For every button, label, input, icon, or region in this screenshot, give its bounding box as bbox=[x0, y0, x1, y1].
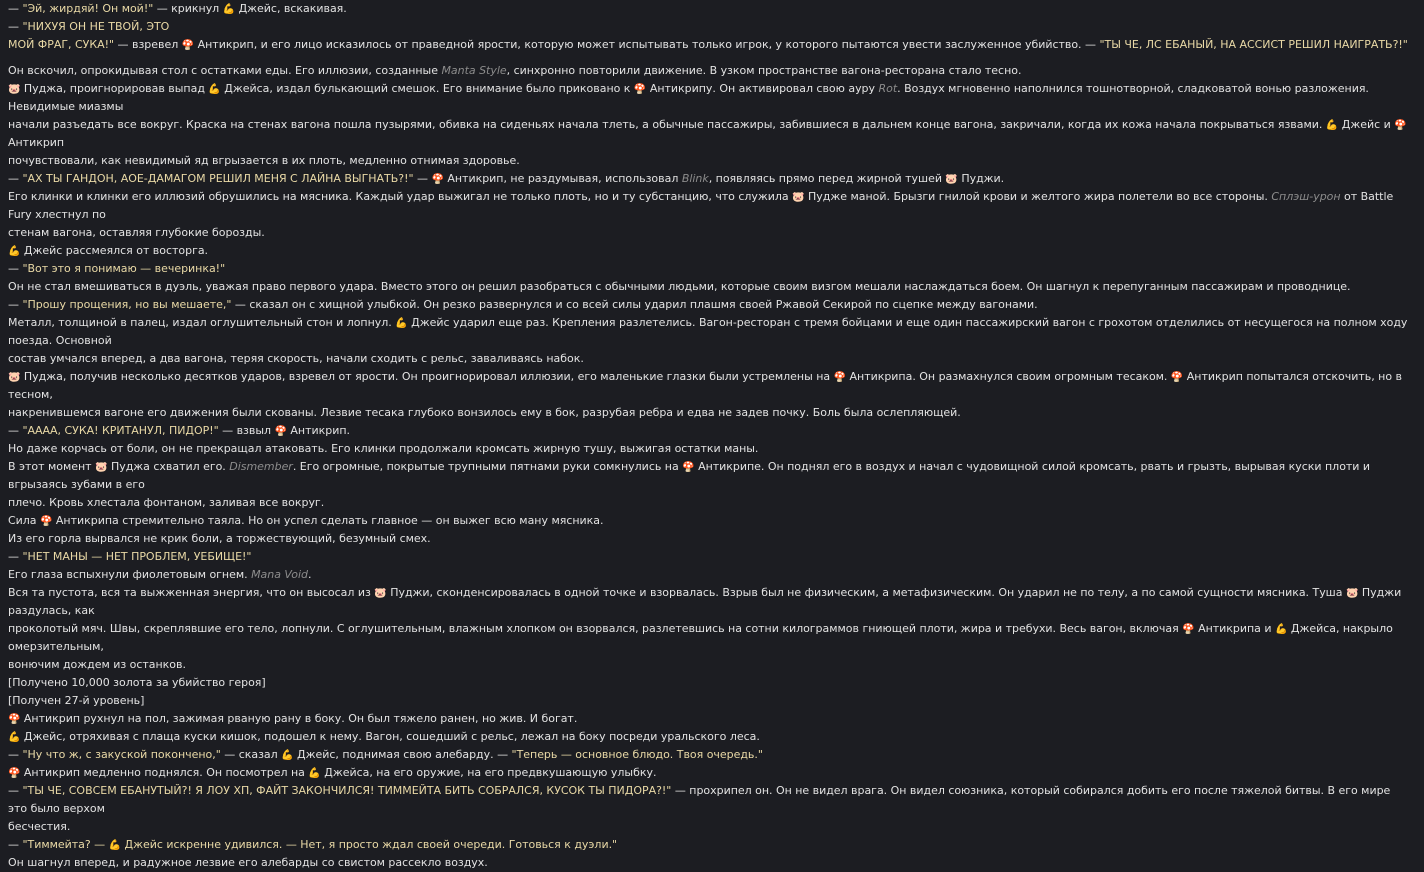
text-line bbox=[8, 80, 1412, 116]
flexed-biceps-icon: 💪 bbox=[1274, 624, 1288, 635]
narration-text: Пуджа, проигнорировав выпад bbox=[20, 82, 209, 95]
quote-text: "Ну что ж, с закуской покончено," bbox=[22, 748, 221, 761]
narration-text: Он не стал вмешиваться в дуэль, уважая право первого удара. Вместо этого он решил разобраться с обычными людьми, которые своим визгом мешали наслаждаться боем. Он шагнул к перепуганным пассажирам и проводнице. bbox=[8, 280, 1351, 293]
narration-text: Джейс и bbox=[1338, 118, 1395, 131]
narration-text: Сила bbox=[8, 514, 40, 527]
narration-text: — взревел bbox=[114, 38, 182, 51]
narration-text: Из его горла вырвался не крик боли, а торжествующий, безумный смех. bbox=[8, 532, 431, 545]
narration-text: — bbox=[8, 424, 23, 437]
narration-text: Антикрип, и его лицо исказилось от праведной ярости, которую может испытывать только игрок, у которого пытаются увести заслуженное убийство. — bbox=[194, 38, 1100, 51]
mushroom-icon: 🍄 bbox=[181, 40, 195, 51]
narration-text: Металл, толщиной в палец, издал оглушительный стон и лопнул. bbox=[8, 316, 396, 329]
mushroom-icon: 🍄 bbox=[8, 714, 21, 725]
text-line bbox=[8, 314, 1412, 350]
narration-text: — bbox=[8, 784, 23, 797]
text-line bbox=[8, 260, 1412, 278]
text-line bbox=[8, 62, 1412, 80]
narration-text: Джейса, издал булькающий смешок. Его внимание было приковано к bbox=[220, 82, 634, 95]
narration-text: Его клинки и клинки его иллюзий обрушились на мясника. Каждый удар выжигал не только плоть, но и ту субстанцию, что служила bbox=[8, 190, 793, 203]
text-line bbox=[8, 854, 1412, 872]
narration-text: Пуджи, сконденсировалась в одной точке и взорвалась. Взрыв был не физическим, а метафизическим. Он ударил не по телу, а по самой сущности мясника. Туша bbox=[386, 586, 1346, 599]
narration-text: Пуджа, получив несколько десятков ударов, взревел от ярости. Он проигнорировал иллюзии, его маленькие глазки были устремлены на bbox=[20, 370, 834, 383]
text-line bbox=[8, 818, 1412, 836]
narration-text: В этот момент bbox=[8, 460, 96, 473]
text-line bbox=[8, 494, 1412, 512]
text-line bbox=[8, 782, 1412, 818]
text-line bbox=[8, 278, 1412, 296]
text-line bbox=[8, 728, 1412, 746]
narration-text: Джейс, отряхивая с плаща куски кишок, подошел к нему. Вагон, сошедший с рельс, лежал на боку посреди уральского леса. bbox=[20, 730, 760, 743]
narration-text: — bbox=[8, 172, 23, 185]
narration-text: — bbox=[8, 748, 23, 761]
quote-text: "НИХУЯ ОН НЕ ТВОЙ, ЭТО bbox=[22, 20, 170, 33]
narration-text: — bbox=[8, 20, 23, 33]
quote-text: Джейс искренне удивился. — Нет, я просто ждал своей очереди. Готовься к дуэли." bbox=[121, 838, 618, 851]
text-line bbox=[8, 710, 1412, 728]
narration-text: — bbox=[8, 2, 23, 15]
quote-text: "Вот это я понимаю — вечеринка!" bbox=[22, 262, 226, 275]
narration-text: Джейс рассмеялся от восторга. bbox=[20, 244, 209, 257]
narration-text: Антикрип попытался отскочить, но в тесном, bbox=[8, 370, 1402, 401]
narration-text: — bbox=[8, 838, 23, 851]
pig-icon: 🐷 bbox=[8, 84, 21, 95]
narration-text: Пуджи. bbox=[957, 172, 1005, 185]
text-line bbox=[8, 440, 1412, 458]
narration-text: Антикрип bbox=[8, 136, 65, 149]
narration-text: — взвыл bbox=[218, 424, 275, 437]
mushroom-icon: 🍄 bbox=[1170, 372, 1184, 383]
narration-text: вонючим дождем из останков. bbox=[8, 658, 186, 671]
narration-text: — сказал bbox=[220, 748, 282, 761]
text-line bbox=[8, 530, 1412, 548]
flexed-biceps-icon: 💪 bbox=[8, 732, 21, 743]
narration-text: — bbox=[413, 172, 432, 185]
text-line bbox=[8, 422, 1412, 440]
narration-text: — прохрипел он. Он не видел врага. Он видел союзника, который собирался добить его после тяжелой битвы. В его мире это было верхом bbox=[8, 784, 1391, 815]
quote-text: "Тиммейта? — bbox=[22, 838, 109, 851]
text-line bbox=[8, 404, 1412, 422]
text-line bbox=[8, 36, 1412, 54]
pig-icon: 🐷 bbox=[1345, 588, 1359, 599]
narration-text: Джейс, вскакивая. bbox=[235, 2, 347, 15]
mushroom-icon: 🍄 bbox=[431, 174, 444, 185]
paragraph-gap bbox=[8, 54, 1412, 62]
quote-text: МОЙ ФРАГ, СУКА!" bbox=[8, 38, 115, 51]
mushroom-icon: 🍄 bbox=[40, 516, 53, 527]
narration-text: Джейса, на его оружие, на его предвкушающую улыбку. bbox=[320, 766, 657, 779]
quote-text: "АААА, СУКА! КРИТАНУЛ, ПИДОР!" bbox=[22, 424, 219, 437]
narration-text: — сказал он с хищной улыбкой. Он резко развернулся и со всей силы ударил плашмя своей Ржавой Секирой по сцепке между вагонами. bbox=[231, 298, 1038, 311]
pig-icon: 🐷 bbox=[792, 192, 805, 203]
flexed-biceps-icon: 💪 bbox=[1325, 120, 1339, 131]
narration-text: . bbox=[308, 568, 312, 581]
quote-text: "АХ ТЫ ГАНДОН, АОЕ-ДАМАГОМ РЕШИЛ МЕНЯ С ЛАЙНА ВЫГНАТЬ?!" bbox=[22, 172, 414, 185]
text-line bbox=[8, 512, 1412, 530]
pig-icon: 🐷 bbox=[95, 462, 108, 473]
narration-text: — bbox=[8, 262, 23, 275]
narration-text: Антикрип. bbox=[286, 424, 350, 437]
mushroom-icon: 🍄 bbox=[1394, 120, 1407, 131]
narration-text: Джейс ударил еще раз. Крепления разлетелись. Вагон-ресторан с тремя бойцами и еще один пассажирский вагон с грохотом отделились от несущегося на полном ходу поезда. Основной bbox=[8, 316, 1408, 347]
narration-text: Джейса, накрыло омерзительным, bbox=[8, 622, 1393, 653]
narration-text: Антикрипу. Он активировал свою ауру bbox=[646, 82, 879, 95]
narration-text: Антикрипа. Он размахнулся своим огромным тесаком. bbox=[846, 370, 1171, 383]
quote-text: "НЕТ МАНЫ — НЕТ ПРОБЛЕМ, УЕБИЩЕ!" bbox=[22, 550, 252, 563]
narration-text: плечо. Кровь хлестала фонтаном, заливая все вокруг. bbox=[8, 496, 325, 509]
mushroom-icon: 🍄 bbox=[682, 462, 695, 473]
narration-text: — крикнул bbox=[153, 2, 223, 15]
text-line bbox=[8, 836, 1412, 854]
text-line bbox=[8, 656, 1412, 674]
narration-text: начали разъедать все вокруг. Краска на стенах вагона пошла пузырями, обивка на сиденьях начала тлеть, а обычные пассажиры, забившиеся в дальнем конце вагона, закричали, когда их кожа начала покрываться язвами. bbox=[8, 118, 1326, 131]
narration-text: Антикрипе. Он поднял его в воздух и начал с чудовищной силой кромсать, рвать и грызть, вырывая куски плоти и вгрызаясь зубами в его bbox=[8, 460, 1371, 491]
text-line bbox=[8, 350, 1412, 368]
flexed-biceps-icon: 💪 bbox=[108, 840, 122, 851]
text-line bbox=[8, 152, 1412, 170]
text-line bbox=[8, 764, 1412, 782]
text-line bbox=[8, 584, 1412, 620]
narration-text: стенам вагона, оставляя глубокие борозды. bbox=[8, 226, 265, 239]
narration-text: . Воздух мгновенно наполнился тошнотворной, сладковатой вонью разложения. Невидимые миазмы bbox=[8, 82, 1369, 113]
text-line bbox=[8, 224, 1412, 242]
narration-text: бесчестия. bbox=[8, 820, 71, 833]
text-line bbox=[8, 170, 1412, 188]
mushroom-icon: 🍄 bbox=[1182, 624, 1195, 635]
flexed-biceps-icon: 💪 bbox=[308, 768, 321, 779]
narration-text: Антикрип рухнул на пол, зажимая рваную рану в боку. Он был тяжело ранен, но жив. И богат. bbox=[20, 712, 578, 725]
flexed-biceps-icon: 💪 bbox=[8, 246, 21, 257]
narration-text: Антикрипа и bbox=[1194, 622, 1275, 635]
quote-text: "Теперь — основное блюдо. Твоя очередь." bbox=[511, 748, 763, 761]
flexed-biceps-icon: 💪 bbox=[281, 750, 294, 761]
narration-text: Пудже маной. Брызги гнилой крови и желтого жира полетели во все стороны. bbox=[804, 190, 1272, 203]
text-line bbox=[8, 188, 1412, 224]
flexed-biceps-icon: 💪 bbox=[222, 4, 236, 15]
text-line bbox=[8, 746, 1412, 764]
text-line bbox=[8, 116, 1412, 152]
narration-text: Вся та пустота, вся та выжженная энергия, что он высосал из bbox=[8, 586, 375, 599]
narration-text: Джейс, поднимая свою алебарду. — bbox=[293, 748, 512, 761]
mushroom-icon: 🍄 bbox=[274, 426, 287, 437]
narration-text: Пуджи раздулась, как bbox=[8, 586, 1402, 617]
narration-text: Его глаза вспыхнули фиолетовым огнем. bbox=[8, 568, 252, 581]
mushroom-icon: 🍄 bbox=[8, 768, 21, 779]
narration-text: , синхронно повторили движение. В узком пространстве вагона-ресторана стало тесно. bbox=[506, 64, 1022, 77]
text-line bbox=[8, 674, 1412, 692]
narration-text: от Battle Fury хлестнул по bbox=[8, 190, 1394, 221]
mushroom-icon: 🍄 bbox=[633, 84, 647, 95]
narration-text: [Получено 10,000 золота за убийство героя] bbox=[8, 676, 266, 689]
narration-text: состав умчался вперед, а два вагона, теряя скорость, начали сходить с рельс, заваливаясь набок. bbox=[8, 352, 584, 365]
text-line bbox=[8, 0, 1412, 18]
narration-text: накренившемся вагоне его движения были скованы. Лезвие тесака глубоко вонзилось ему в бок, разрубая ребра и едва не задев почку. Боль была ослепляющей. bbox=[8, 406, 961, 419]
text-line bbox=[8, 566, 1412, 584]
quote-text: "ТЫ ЧЕ, СОВСЕМ ЕБАНУТЫЙ?! Я ЛОУ ХП, ФАЙТ ЗАКОНЧИЛСЯ! ТИММЕЙТА БИТЬ СОБРАЛСЯ, КУСОК ТЫ ПИДОРА?!" bbox=[22, 784, 672, 797]
narration-text: , появляясь прямо перед жирной тушей bbox=[708, 172, 946, 185]
text-line bbox=[8, 18, 1412, 36]
text-line bbox=[8, 458, 1412, 494]
text-line bbox=[8, 692, 1412, 710]
ability-name: Mana Void bbox=[251, 568, 308, 581]
text-line bbox=[8, 368, 1412, 404]
pig-icon: 🐷 bbox=[8, 372, 21, 383]
ability-name: Dismember bbox=[229, 460, 293, 473]
ability-name: Сплэш-урон bbox=[1271, 190, 1341, 203]
flexed-biceps-icon: 💪 bbox=[395, 318, 408, 329]
ability-name: Rot bbox=[878, 82, 898, 95]
text-line bbox=[8, 620, 1412, 656]
narration-text: Он шагнул вперед, и радужное лезвие его алебарды со свистом рассекло воздух. bbox=[8, 856, 488, 869]
mushroom-icon: 🍄 bbox=[833, 372, 847, 383]
narration-text: [Получен 27-й уровень] bbox=[8, 694, 145, 707]
ability-name: Manta Style bbox=[441, 64, 507, 77]
narration-text: Антикрип, не раздумывая, использовал bbox=[443, 172, 682, 185]
quote-text: "Прошу прощения, но вы мешаете," bbox=[22, 298, 232, 311]
text-line bbox=[8, 242, 1412, 260]
narration-text: Антикрипа стремительно таяла. Но он успел сделать главное — он выжег всю ману мясника. bbox=[52, 514, 604, 527]
pig-icon: 🐷 bbox=[945, 174, 958, 185]
text-line bbox=[8, 548, 1412, 566]
narration-text: . Его огромные, покрытые трупными пятнами руки сомкнулись на bbox=[292, 460, 683, 473]
narration-text: — bbox=[8, 298, 23, 311]
narration-text: проколотый мяч. Швы, скреплявшие его тело, лопнули. С оглушительным, влажным хлопком он взорвался, разлетевшись на сотни килограммов гниющей плоти, жира и требухи. Весь вагон, включая bbox=[8, 622, 1183, 635]
narration-text: почувствовали, как невидимый яд вгрызается в их плоть, медленно отнимая здоровье. bbox=[8, 154, 520, 167]
flexed-biceps-icon: 💪 bbox=[208, 84, 221, 95]
quote-text: "Эй, жирдяй! Он мой!" bbox=[22, 2, 154, 15]
narration-text: Антикрип медленно поднялся. Он посмотрел на bbox=[20, 766, 309, 779]
narration-text: Пуджа схватил его. bbox=[107, 460, 230, 473]
text-line bbox=[8, 296, 1412, 314]
narration-text: — bbox=[8, 550, 23, 563]
quote-text: "ТЫ ЧЕ, ЛС ЕБАНЫЙ, НА АССИСТ РЕШИЛ НАИГРАТЬ?!" bbox=[1099, 38, 1408, 51]
narration-text: Но даже корчась от боли, он не прекращал атаковать. Его клинки продолжали кромсать жирную тушу, выжигая остатки маны. bbox=[8, 442, 759, 455]
ability-name: Blink bbox=[681, 172, 709, 185]
narration-text: Он вскочил, опрокидывая стол с остатками еды. Его иллюзии, созданные bbox=[8, 64, 442, 77]
pig-icon: 🐷 bbox=[374, 588, 387, 599]
